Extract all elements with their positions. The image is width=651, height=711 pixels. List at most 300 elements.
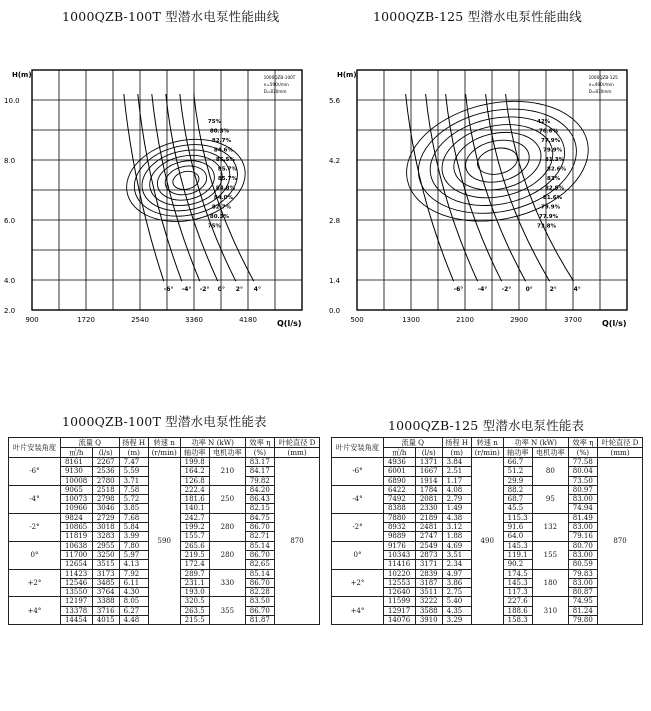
- shaft-power-cell: 188.6: [503, 606, 532, 615]
- flow-m3h-cell: 12553: [383, 578, 415, 587]
- y-tick-label: 4.0: [4, 277, 16, 285]
- flow-ls-cell: 2839: [415, 569, 442, 578]
- y-tick-label: 6.0: [4, 217, 16, 225]
- y-tick-label: 0.0: [329, 307, 341, 315]
- flow-m3h-cell: 9176: [383, 541, 415, 550]
- efficiency-contour: [462, 135, 533, 188]
- flow-m3h-cell: 10220: [383, 569, 415, 578]
- head-cell: 3.12: [442, 523, 471, 532]
- efficiency-label: 80.3%: [209, 213, 229, 220]
- flow-m3h-cell: 11423: [60, 569, 92, 578]
- efficiency-cell: 82.15: [245, 504, 274, 513]
- shaft-power-cell: 320.5: [180, 597, 209, 606]
- performance-chart-100t: [0, 58, 325, 343]
- flow-m3h-cell: 12546: [60, 578, 92, 587]
- header-power: 功率 N (kW): [503, 438, 568, 448]
- header-shaft-power: 轴功率: [180, 448, 209, 458]
- header-efficiency-unit: (%): [245, 448, 274, 458]
- head-cell: 7.92: [119, 569, 148, 578]
- head-cell: 3.51: [442, 550, 471, 559]
- shaft-power-cell: 66.7: [503, 458, 532, 467]
- motor-power-cell: 132: [532, 513, 568, 541]
- flow-m3h-cell: 4936: [383, 458, 415, 467]
- flow-ls-cell: 1784: [415, 485, 442, 494]
- efficiency-label: 83%: [547, 175, 561, 182]
- x-tick-label: 3700: [564, 316, 582, 324]
- table-row: [332, 458, 643, 467]
- performance-table-125: [331, 437, 643, 625]
- efficiency-contour: [395, 85, 599, 237]
- blade-angle-cell: -4°: [332, 485, 384, 513]
- flow-m3h-cell: 6890: [383, 476, 415, 485]
- efficiency-label: 77.9%: [539, 213, 559, 220]
- head-cell: 1.88: [442, 532, 471, 541]
- performance-table-100t: [8, 437, 320, 625]
- efficiency-cell: 81.24: [568, 606, 597, 615]
- efficiency-cell: 86.43: [245, 495, 274, 504]
- header-flow-unit-ls: (l/s): [415, 448, 442, 458]
- shaft-power-cell: 227.6: [503, 597, 532, 606]
- shaft-power-cell: 51.2: [503, 467, 532, 476]
- x-axis-label: Q(l/s): [277, 319, 302, 328]
- shaft-power-cell: 242.7: [180, 513, 209, 522]
- x-tick-label: 2540: [131, 316, 149, 324]
- shaft-power-cell: 115.3: [503, 513, 532, 522]
- performance-chart-125: [325, 58, 651, 343]
- chart-title-100t: 1000QZB-100T 型潜水电泵性能曲线: [62, 9, 280, 24]
- motor-power-cell: 95: [532, 485, 568, 513]
- head-cell: 7.68: [119, 513, 148, 522]
- flow-ls-cell: 3515: [92, 560, 119, 569]
- header-angle: 叶片安装角度: [332, 438, 384, 458]
- legend-text: D=870mm: [263, 89, 287, 94]
- head-cell: 6.27: [119, 606, 148, 615]
- flow-m3h-cell: 11416: [383, 560, 415, 569]
- header-head-unit: (m): [442, 448, 471, 458]
- flow-m3h-cell: 11599: [383, 597, 415, 606]
- flow-ls-cell: 3250: [92, 550, 119, 559]
- flow-m3h-cell: 9065: [60, 485, 92, 494]
- flow-ls-cell: 2330: [415, 504, 442, 513]
- flow-ls-cell: 3764: [92, 588, 119, 597]
- header-impeller-unit: (mm): [598, 448, 643, 458]
- header-impeller: 叶轮直径 D: [598, 438, 643, 448]
- head-cell: 1.17: [442, 476, 471, 485]
- efficiency-cell: 81.49: [568, 513, 597, 522]
- efficiency-cell: 86.70: [245, 606, 274, 615]
- shaft-power-cell: 174.5: [503, 569, 532, 578]
- header-flow: 流量 Q: [60, 438, 119, 448]
- impeller-cell: 870: [598, 458, 643, 625]
- shaft-power-cell: 140.1: [180, 504, 209, 513]
- head-cell: 3.86: [442, 578, 471, 587]
- efficiency-cell: 79.16: [568, 532, 597, 541]
- head-cell: 3.29: [442, 616, 471, 625]
- head-cell: 3.84: [442, 458, 471, 467]
- blade-angle-label: 2°: [235, 285, 243, 293]
- head-cell: 2.79: [442, 495, 471, 504]
- flow-m3h-cell: 12917: [383, 606, 415, 615]
- blade-angle-cell: -6°: [332, 458, 384, 486]
- efficiency-contour: [448, 125, 546, 198]
- head-cell: 2.34: [442, 560, 471, 569]
- flow-ls-cell: 1371: [415, 458, 442, 467]
- shaft-power-cell: 199.8: [180, 458, 209, 467]
- efficiency-cell: 84.20: [245, 485, 274, 494]
- head-cell: 5.84: [119, 523, 148, 532]
- shaft-power-cell: 126.8: [180, 476, 209, 485]
- flow-m3h-cell: 12197: [60, 597, 92, 606]
- shaft-power-cell: 164.2: [180, 467, 209, 476]
- head-cell: 6.11: [119, 578, 148, 587]
- head-cell: 3.71: [119, 476, 148, 485]
- blade-angle-curve: [138, 94, 182, 281]
- head-cell: 7.58: [119, 485, 148, 494]
- legend-text: 1000QZB-125: [588, 75, 618, 80]
- shaft-power-cell: 88.2: [503, 485, 532, 494]
- efficiency-cell: 80.04: [568, 467, 597, 476]
- x-tick-label: 2100: [456, 316, 474, 324]
- flow-ls-cell: 4015: [92, 616, 119, 625]
- head-cell: 5.59: [119, 467, 148, 476]
- shaft-power-cell: 64.0: [503, 532, 532, 541]
- efficiency-cell: 85.14: [245, 541, 274, 550]
- shaft-power-cell: 145.3: [503, 541, 532, 550]
- shaft-power-cell: 172.4: [180, 560, 209, 569]
- y-tick-label: 2.8: [329, 217, 341, 225]
- flow-ls-cell: 2729: [92, 513, 119, 522]
- flow-ls-cell: 3716: [92, 606, 119, 615]
- flow-m3h-cell: 13550: [60, 588, 92, 597]
- shaft-power-cell: 119.1: [503, 550, 532, 559]
- speed-cell: 490: [471, 458, 503, 625]
- efficiency-cell: 82.71: [245, 532, 274, 541]
- shaft-power-cell: 68.7: [503, 495, 532, 504]
- flow-ls-cell: 2873: [415, 550, 442, 559]
- blade-angle-cell: -6°: [9, 458, 61, 486]
- y-tick-label: 5.6: [329, 97, 341, 105]
- shaft-power-cell: 155.7: [180, 532, 209, 541]
- head-cell: 4.38: [442, 513, 471, 522]
- head-cell: 8.05: [119, 597, 148, 606]
- efficiency-label: 80.3%: [209, 128, 229, 135]
- shaft-power-cell: 158.3: [503, 616, 532, 625]
- flow-ls-cell: 1914: [415, 476, 442, 485]
- head-cell: 2.75: [442, 588, 471, 597]
- header-flow-unit-ls: (l/s): [92, 448, 119, 458]
- motor-power-cell: 80: [532, 458, 568, 486]
- motor-power-cell: 310: [532, 597, 568, 625]
- flow-ls-cell: 3511: [415, 588, 442, 597]
- shaft-power-cell: 199.2: [180, 523, 209, 532]
- blade-angle-label: -4°: [477, 285, 488, 293]
- motor-power-cell: 280: [209, 541, 245, 569]
- shaft-power-cell: 231.1: [180, 578, 209, 587]
- efficiency-cell: 82.28: [245, 588, 274, 597]
- head-cell: 7.80: [119, 541, 148, 550]
- flow-ls-cell: 2518: [92, 485, 119, 494]
- head-cell: 4.30: [119, 588, 148, 597]
- flow-ls-cell: 3173: [92, 569, 119, 578]
- shaft-power-cell: 117.3: [503, 588, 532, 597]
- efficiency-cell: 79.80: [568, 616, 597, 625]
- header-head: 扬程 H: [442, 438, 471, 448]
- flow-m3h-cell: 11700: [60, 550, 92, 559]
- blade-angle-cell: +2°: [332, 569, 384, 597]
- head-cell: 4.48: [119, 616, 148, 625]
- efficiency-label: 84.0%: [213, 194, 233, 201]
- x-tick-label: 1720: [77, 316, 95, 324]
- flow-ls-cell: 3046: [92, 504, 119, 513]
- efficiency-cell: 82.65: [245, 560, 274, 569]
- flow-m3h-cell: 8932: [383, 523, 415, 532]
- motor-power-cell: 210: [209, 458, 245, 486]
- blade-angle-cell: +4°: [332, 597, 384, 625]
- head-cell: 4.35: [442, 606, 471, 615]
- blade-angle-cell: -2°: [9, 513, 61, 541]
- header-speed: 转速 n: [148, 438, 180, 448]
- blade-angle-label: 0°: [525, 285, 533, 293]
- efficiency-label: 82.7%: [211, 204, 231, 211]
- blade-angle-label: 4°: [573, 285, 581, 293]
- head-cell: 4.08: [442, 485, 471, 494]
- efficiency-cell: 86.70: [245, 523, 274, 532]
- flow-m3h-cell: 11819: [60, 532, 92, 541]
- legend-text: 1000QZB-100T: [263, 75, 296, 80]
- blade-angle-cell: 0°: [9, 541, 61, 569]
- efficiency-contour: [475, 145, 520, 178]
- flow-ls-cell: 2536: [92, 467, 119, 476]
- table-title-100t: 1000QZB-100T 型潜水电泵性能表: [62, 414, 267, 429]
- motor-power-cell: 280: [209, 513, 245, 541]
- head-cell: 5.97: [119, 550, 148, 559]
- shaft-power-cell: 91.6: [503, 523, 532, 532]
- efficiency-label: 77.9%: [541, 137, 561, 144]
- flow-ls-cell: 3187: [415, 578, 442, 587]
- efficiency-label: 84.6%: [213, 147, 233, 154]
- efficiency-cell: 86.70: [245, 578, 274, 587]
- header-impeller-unit: (mm): [275, 448, 320, 458]
- shaft-power-cell: 29.9: [503, 476, 532, 485]
- shaft-power-cell: 289.7: [180, 569, 209, 578]
- header-speed-unit: (r/min): [148, 448, 180, 458]
- flow-ls-cell: 3283: [92, 532, 119, 541]
- efficiency-label: 76.6%: [539, 128, 559, 135]
- efficiency-cell: 74.95: [568, 597, 597, 606]
- x-tick-label: 4180: [239, 316, 257, 324]
- flow-ls-cell: 2798: [92, 495, 119, 504]
- efficiency-cell: 83.00: [568, 495, 597, 504]
- motor-power-cell: 330: [209, 569, 245, 597]
- efficiency-label: 75%: [207, 223, 222, 230]
- x-tick-label: 500: [350, 316, 364, 324]
- efficiency-cell: 74.94: [568, 504, 597, 513]
- x-tick-label: 900: [25, 316, 39, 324]
- flow-m3h-cell: 10865: [60, 523, 92, 532]
- efficiency-cell: 85.14: [245, 569, 274, 578]
- flow-m3h-cell: 9130: [60, 467, 92, 476]
- motor-power-cell: 180: [532, 569, 568, 597]
- shaft-power-cell: 45.5: [503, 504, 532, 513]
- flow-ls-cell: 2189: [415, 513, 442, 522]
- header-speed-unit: (r/min): [471, 448, 503, 458]
- x-axis-label: Q(l/s): [602, 319, 627, 328]
- flow-m3h-cell: 9889: [383, 532, 415, 541]
- header-motor-power: 电机功率: [532, 448, 568, 458]
- header-efficiency: 效率 η: [568, 438, 597, 448]
- y-tick-label: 2.0: [4, 307, 16, 315]
- flow-m3h-cell: 10008: [60, 476, 92, 485]
- flow-m3h-cell: 14076: [383, 616, 415, 625]
- flow-ls-cell: 3588: [415, 606, 442, 615]
- y-tick-label: 8.0: [4, 157, 16, 165]
- header-speed: 转速 n: [471, 438, 503, 448]
- flow-ls-cell: 2747: [415, 532, 442, 541]
- speed-cell: 590: [148, 458, 180, 625]
- flow-m3h-cell: 8388: [383, 504, 415, 513]
- efficiency-label: 82.7%: [211, 137, 231, 144]
- header-shaft-power: 轴功率: [503, 448, 532, 458]
- flow-m3h-cell: 6422: [383, 485, 415, 494]
- efficiency-label: 79.9%: [541, 204, 561, 211]
- head-cell: 3.85: [119, 504, 148, 513]
- head-cell: 7.47: [119, 458, 148, 467]
- efficiency-label: 84.8%: [215, 185, 235, 192]
- flow-ls-cell: 1667: [415, 467, 442, 476]
- header-flow: 流量 Q: [383, 438, 442, 448]
- header-angle: 叶片安装角度: [9, 438, 61, 458]
- blade-angle-label: -4°: [181, 285, 192, 293]
- head-cell: 4.97: [442, 569, 471, 578]
- flow-ls-cell: 2955: [92, 541, 119, 550]
- x-tick-label: 2900: [510, 316, 528, 324]
- impeller-cell: 870: [275, 458, 320, 625]
- header-power: 功率 N (kW): [180, 438, 245, 448]
- table-row: [9, 458, 320, 467]
- efficiency-label: 85.5%: [215, 156, 235, 163]
- flow-ls-cell: 3485: [92, 578, 119, 587]
- blade-angle-cell: +4°: [9, 597, 61, 625]
- flow-m3h-cell: 10073: [60, 495, 92, 504]
- efficiency-label: 85.7%: [217, 166, 237, 173]
- efficiency-cell: 83.00: [568, 550, 597, 559]
- blade-angle-label: 2°: [549, 285, 557, 293]
- shaft-power-cell: 193.0: [180, 588, 209, 597]
- efficiency-cell: 83.17: [245, 458, 274, 467]
- flow-m3h-cell: 10638: [60, 541, 92, 550]
- flow-ls-cell: 3171: [415, 560, 442, 569]
- head-cell: 2.51: [442, 467, 471, 476]
- flow-ls-cell: 2780: [92, 476, 119, 485]
- head-cell: 3.99: [119, 532, 148, 541]
- header-impeller: 叶轮直径 D: [275, 438, 320, 448]
- flow-m3h-cell: 12654: [60, 560, 92, 569]
- efficiency-label: 85.7%: [217, 175, 237, 182]
- shaft-power-cell: 219.5: [180, 550, 209, 559]
- header-flow-unit-m3h: ㎥/h: [60, 448, 92, 458]
- efficiency-label: 81.6%: [543, 194, 563, 201]
- flow-m3h-cell: 10343: [383, 550, 415, 559]
- blade-angle-label: -2°: [501, 285, 512, 293]
- flow-ls-cell: 3018: [92, 523, 119, 532]
- legend-text: D=870mm: [588, 89, 612, 94]
- efficiency-cell: 86.70: [245, 550, 274, 559]
- efficiency-label: 79.9%: [543, 147, 563, 154]
- legend-text: n=590r/min: [263, 82, 289, 87]
- flow-m3h-cell: 6001: [383, 467, 415, 476]
- blade-angle-label: -6°: [163, 285, 174, 293]
- efficiency-label: 81.3%: [545, 156, 565, 163]
- efficiency-label: 42%: [537, 118, 551, 125]
- shaft-power-cell: 145.3: [503, 578, 532, 587]
- y-axis-label: H(m): [337, 71, 357, 79]
- efficiency-cell: 80.97: [568, 485, 597, 494]
- shaft-power-cell: 265.6: [180, 541, 209, 550]
- flow-m3h-cell: 14454: [60, 616, 92, 625]
- header-motor-power: 电机功率: [209, 448, 245, 458]
- flow-ls-cell: 2481: [415, 523, 442, 532]
- flow-ls-cell: 3910: [415, 616, 442, 625]
- blade-angle-cell: 0°: [332, 541, 384, 569]
- motor-power-cell: 155: [532, 541, 568, 569]
- flow-m3h-cell: 7880: [383, 513, 415, 522]
- header-head: 扬程 H: [119, 438, 148, 448]
- flow-m3h-cell: 7492: [383, 495, 415, 504]
- motor-power-cell: 355: [209, 597, 245, 625]
- efficiency-cell: 81.87: [245, 616, 274, 625]
- header-head-unit: (m): [119, 448, 148, 458]
- flow-m3h-cell: 8161: [60, 458, 92, 467]
- blade-angle-cell: -4°: [9, 485, 61, 513]
- head-cell: 5.72: [119, 495, 148, 504]
- x-tick-label: 3360: [185, 316, 203, 324]
- shaft-power-cell: 215.5: [180, 616, 209, 625]
- blade-angle-label: 4°: [253, 285, 261, 293]
- y-tick-label: 1.4: [329, 277, 341, 285]
- flow-m3h-cell: 13378: [60, 606, 92, 615]
- flow-m3h-cell: 10966: [60, 504, 92, 513]
- blade-angle-label: -6°: [453, 285, 464, 293]
- efficiency-cell: 83.00: [568, 578, 597, 587]
- efficiency-cell: 83.50: [245, 597, 274, 606]
- shaft-power-cell: 90.2: [503, 560, 532, 569]
- efficiency-cell: 79.83: [568, 569, 597, 578]
- efficiency-cell: 77.58: [568, 458, 597, 467]
- blade-angle-cell: -2°: [332, 513, 384, 541]
- flow-ls-cell: 2081: [415, 495, 442, 504]
- efficiency-label: 73.8%: [537, 223, 557, 230]
- blade-angle-curve: [466, 94, 526, 281]
- efficiency-cell: 80.59: [568, 560, 597, 569]
- chart-title-125: 1000QZB-125 型潜水电泵性能曲线: [373, 9, 582, 24]
- header-efficiency: 效率 η: [245, 438, 274, 448]
- blade-angle-label: -2°: [199, 285, 210, 293]
- blade-angle-label: 0°: [217, 285, 225, 293]
- y-tick-label: 4.2: [329, 157, 341, 165]
- y-axis-label: H(m): [12, 71, 32, 79]
- x-tick-label: 1300: [402, 316, 420, 324]
- header-flow-unit-m3h: ㎥/h: [383, 448, 415, 458]
- efficiency-label: 75%: [207, 118, 222, 125]
- head-cell: 5.40: [442, 597, 471, 606]
- motor-power-cell: 250: [209, 485, 245, 513]
- efficiency-cell: 84.75: [245, 513, 274, 522]
- efficiency-cell: 80.70: [568, 541, 597, 550]
- head-cell: 4.69: [442, 541, 471, 550]
- legend-text: n=490r/min: [588, 82, 614, 87]
- flow-ls-cell: 3222: [415, 597, 442, 606]
- efficiency-cell: 73.50: [568, 476, 597, 485]
